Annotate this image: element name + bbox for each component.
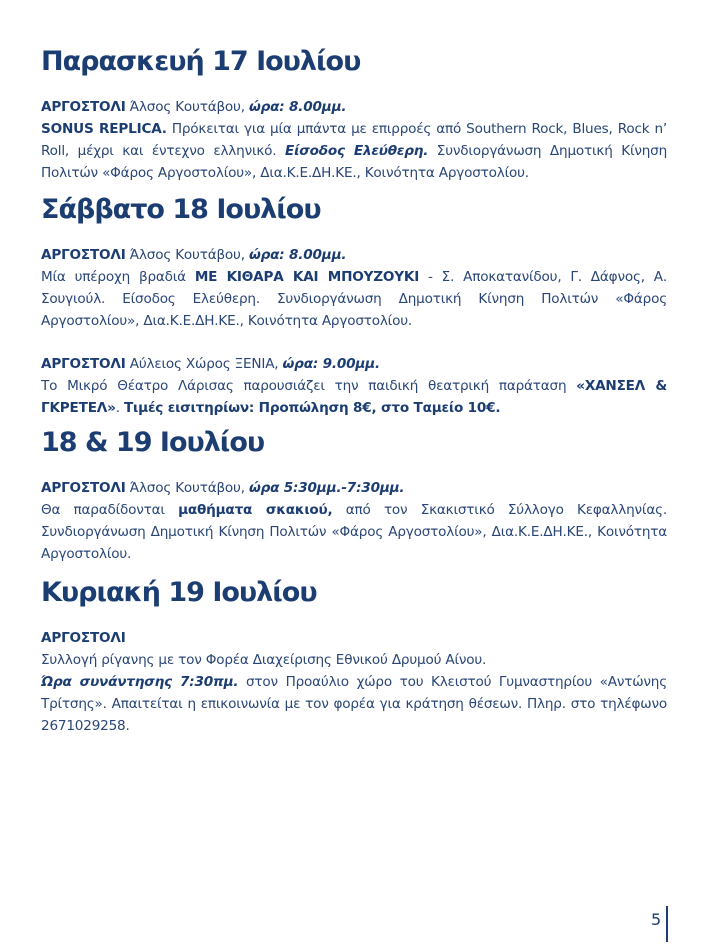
event-place: ΑΡΓΟΣΤΟΛΙ — [41, 356, 126, 372]
event-place: ΑΡΓΟΣΤΟΛΙ — [41, 99, 126, 115]
event-place: ΑΡΓΟΣΤΟΛΙ — [41, 630, 126, 646]
event-description: από τον Σκακιστικό Σύλλογο Κεφαλληνίας. Συνδιοργάνωση Δημοτική Κίνηση Πολιτών «Φάρος Αργοστολίου», Δια.Κ.Ε.ΔΗ.ΚΕ., Κοινότητα Αργοστολίου. — [41, 502, 667, 562]
event-time: ώρα 5:30μμ.-7:30μμ. — [248, 480, 405, 496]
event-time: Ώρα συνάντησης 7:30πμ. — [41, 674, 239, 690]
event-description: στον Προαύλιο χώρο του Κλειστού Γυμναστηρίου «Αντώνης Τρίτσης». Απαιτείται η επικοινωνία με τον φορέα για κράτηση θέσεων. Πληρ. στο τηλέφωνο 2671029258. — [41, 674, 668, 734]
program-page — [41, 40, 667, 737]
event-venue: Αύλειος Χώρος ΞΕΝΙΑ, — [125, 356, 283, 372]
event-description: . — [115, 400, 124, 416]
event-description: Συλλογή ρίγανης με τον Φορέα Διαχείρισης Εθνικού Δρυμού Αίνου. — [41, 652, 487, 668]
day-heading: Παρασκευή 17 Ιουλίου — [41, 46, 361, 77]
day-heading: Σάββατο 18 Ιουλίου — [41, 194, 321, 225]
day-heading: 18 & 19 Ιουλίου — [41, 427, 265, 458]
event-highlight: ΜΕ ΚΙΘΑΡΑ ΚΑΙ ΜΠΟΥΖΟΥΚΙ — [194, 269, 420, 285]
event-entry — [41, 96, 667, 184]
event-lead: Μία υπέροχη βραδιά — [41, 269, 195, 285]
event-entry — [41, 353, 667, 419]
day-section-sunday-19 — [41, 571, 667, 737]
event-lead: Θα παραδίδονται — [41, 502, 179, 518]
event-place: ΑΡΓΟΣΤΟΛΙ — [41, 247, 126, 263]
event-prices: Τιμές εισιτηρίων: Προπώληση 8€, στο Ταμείο 10€. — [123, 400, 501, 416]
event-description: - Σ. Αποκατανίδου, Γ. Δάφνος, Α. Σουγιούλ. Είσοδος Ελεύθερη. Συνδιοργάνωση Δημοτική Κίνηση Πολιτών «Φάρος Αργοστολίου», Δια.Κ.Ε.ΔΗ.ΚΕ., Κοινότητα Αργοστολίου. — [41, 269, 668, 329]
event-time: ώρα: 8.00μμ. — [248, 99, 347, 115]
event-venue: Άλσος Κουτάβου, — [125, 247, 249, 263]
event-entry — [41, 477, 667, 565]
event-lead: Το Μικρό Θέατρο Λάρισας παρουσιάζει την παιδική θεατρική παράταση — [41, 378, 577, 394]
page-number-rule — [666, 906, 668, 942]
event-time: ώρα: 8.00μμ. — [248, 247, 347, 263]
day-section-saturday-18 — [41, 188, 667, 419]
page-number: 5 — [651, 910, 662, 929]
day-section-18-19 — [41, 421, 667, 565]
day-heading: Κυριακή 19 Ιουλίου — [41, 577, 317, 608]
event-venue: Άλσος Κουτάβου, — [125, 99, 249, 115]
event-entry — [41, 244, 667, 332]
event-highlight: μαθήματα σκακιού, — [178, 502, 333, 518]
event-band: SONUS REPLICA. — [41, 121, 167, 137]
event-entry — [41, 627, 667, 737]
event-entry-free: Είσοδος Ελεύθερη. — [285, 143, 429, 159]
event-place: ΑΡΓΟΣΤΟΛΙ — [41, 480, 126, 496]
day-section-friday-17 — [41, 40, 667, 184]
event-organizers: Συνδιοργάνωση Δημοτική Κίνηση Πολιτών «Φάρος Αργοστολίου», Δια.Κ.Ε.ΔΗ.ΚΕ., Κοινότητα Αργοστολίου. — [41, 143, 667, 181]
event-time: ώρα: 9.00μμ. — [282, 356, 380, 372]
event-description: Πρόκειται για μία μπάντα με επιρροές από Southern Rock, Blues, Rock n’ Roll, μέχρι και έντεχνο ελληνικό. — [41, 121, 667, 159]
event-highlight: «ΧΑΝΣΕΛ & ΓΚΡΕΤΕΛ» — [41, 378, 667, 416]
event-venue: Άλσος Κουτάβου, — [125, 480, 249, 496]
